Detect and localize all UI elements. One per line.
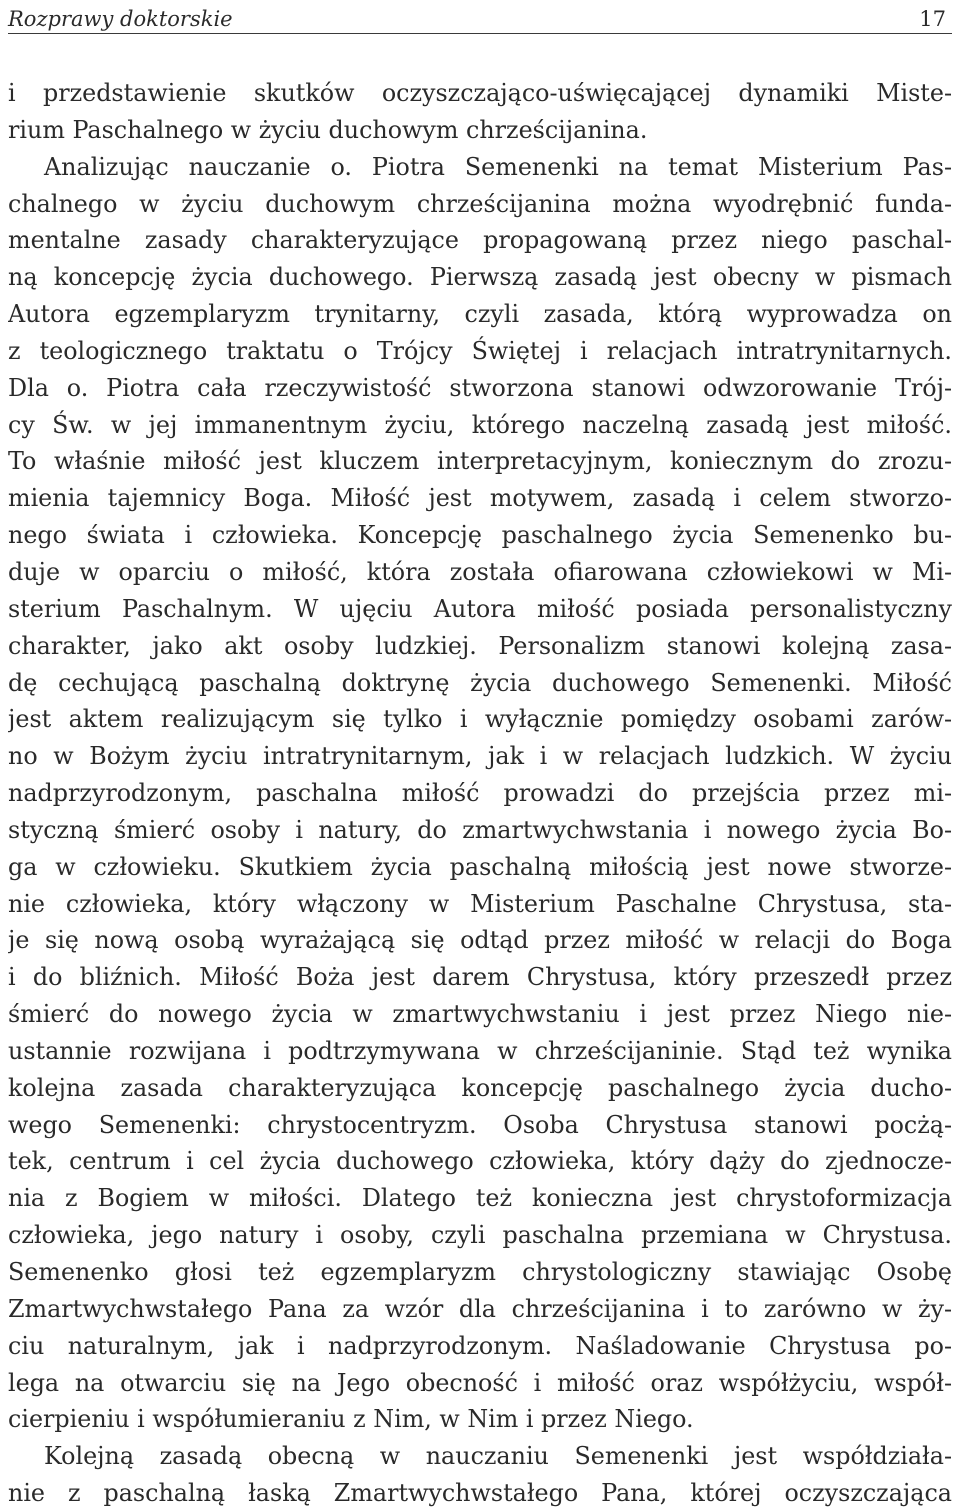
text-line: chalnego w życiu duchowym chrześcijanina można wyodrębnić funda-: [8, 189, 952, 218]
text-line: styczną śmierć osoby i natury, do zmartwychwstania i nowego życia Bo-: [8, 815, 952, 844]
text-line: nie człowieka, który włączony w Misterium Paschalne Chrystusa, sta-: [8, 889, 952, 918]
document-page: [8, 0, 952, 1512]
text-line: nia z Bogiem w miłości. Dlatego też konieczna jest chrystoformizacja: [8, 1184, 952, 1213]
text-line: człowieka, jego natury i osoby, czyli paschalna przemiana w Chrystusa.: [8, 1221, 952, 1250]
text-line: Semenenko głosi też egzemplaryzm chrystologiczny stawiając Osobę: [8, 1258, 952, 1286]
text-line: cierpieniu i współumieraniu z Nim, w Nim i przez Niego.: [8, 1405, 694, 1434]
text-line: ustannie rozwijana i podtrzymywana w chrześcijaninie. Stąd też wynika: [8, 1036, 952, 1065]
text-line: rium Paschalnego w życiu duchowym chrześcijanina.: [8, 115, 648, 144]
text-line: nadprzyrodzonym, paschalna miłość prowadzi do przejścia przez mi-: [8, 779, 952, 808]
text-line: kolejna zasada charakteryzująca koncepcję paschalnego życia ducho-: [8, 1073, 952, 1102]
text-line: Dla o. Piotra cała rzeczywistość stworzona stanowi odwzorowanie Trój-: [8, 373, 952, 402]
text-line: ną koncepcję życia duchowego. Pierwszą zasadą jest obecny w pismach: [8, 263, 952, 292]
text-line: charakter, jako akt osoby ludzkiej. Personalizm stanowi kolejną zasa-: [8, 631, 952, 660]
text-line: jest aktem realizującym się tylko i wyłącznie pomiędzy osobami zarów-: [8, 705, 952, 734]
text-line: Analizując nauczanie o. Piotra Semenenki na temat Misterium Pas-: [44, 152, 952, 181]
text-line: Kolejną zasadą obecną w nauczaniu Semenenki jest współdziała-: [44, 1442, 952, 1471]
text-line: mentalne zasady charakteryzujące propagowaną przez niego paschal-: [8, 226, 952, 255]
text-line: lega na otwarciu się na Jego obecność i miłość oraz współżyciu, współ-: [8, 1368, 952, 1397]
running-title: Rozprawy doktorskie: [8, 7, 233, 31]
text-line: sterium Paschalnym. W ujęciu Autora miłość posiada personalistyczny: [8, 594, 952, 623]
text-line: no w Bożym życiu intratrynitarnym, jak i w relacjach ludzkich. W życiu: [8, 742, 952, 771]
text-line: ga w człowieku. Skutkiem życia paschalną miłością jest nowe stworze-: [8, 852, 952, 881]
text-line: Zmartwychwstałego Pana za wzór dla chrześcijanina i to zarówno w ży-: [8, 1294, 952, 1323]
body-text: [8, 75, 952, 1512]
text-line: To właśnie miłość jest kluczem interpretacyjnym, koniecznym do zrozu-: [8, 447, 952, 476]
text-line: Autora egzemplaryzm trynitarny, czyli zasada, którą wyprowadza on: [8, 300, 952, 329]
text-line: duje w oparciu o miłość, która została ofiarowana człowiekowi w Mi-: [8, 557, 952, 586]
text-line: i do bliźnich. Miłość Boża jest darem Chrystusa, który przeszedł przez: [8, 963, 952, 992]
text-line: nego świata i człowieka. Koncepcję paschalnego życia Semenenko bu-: [8, 521, 952, 550]
text-line: i przedstawienie skutków oczyszczająco-uświęcającej dynamiki Miste-: [8, 79, 952, 107]
page-number: 17: [919, 7, 946, 31]
text-line: dę cechującą paschalną doktrynę życia duchowego Semenenki. Miłość: [8, 668, 952, 697]
running-header: [8, 0, 952, 34]
text-line: śmierć do nowego życia w zmartwychwstaniu i jest przez Niego nie-: [8, 1000, 952, 1029]
text-line: wego Semenenki: chrystocentryzm. Osoba Chrystusa stanowi pocżą-: [8, 1110, 952, 1139]
text-line: mienia tajemnicy Boga. Miłość jest motywem, zasadą i celem stworzo-: [8, 484, 952, 513]
text-line: z teologicznego traktatu o Trójcy Świętej i relacjach intratrynitarnych.: [8, 336, 952, 365]
text-line: nie z paschalną łaską Zmartwychwstałego Pana, której oczyszczająca: [8, 1479, 952, 1508]
text-line: tek, centrum i cel życia duchowego człowieka, który dąży do zjednocze-: [8, 1147, 952, 1176]
text-line: je się nową osobą wyrażającą się odtąd przez miłość w relacji do Boga: [8, 926, 952, 955]
text-line: cy Św. w jej immanentnym życiu, którego naczelną zasadą jest miłość.: [8, 410, 952, 439]
text-line: ciu naturalnym, jak i nadprzyrodzonym. Naśladowanie Chrystusa po-: [8, 1331, 952, 1360]
